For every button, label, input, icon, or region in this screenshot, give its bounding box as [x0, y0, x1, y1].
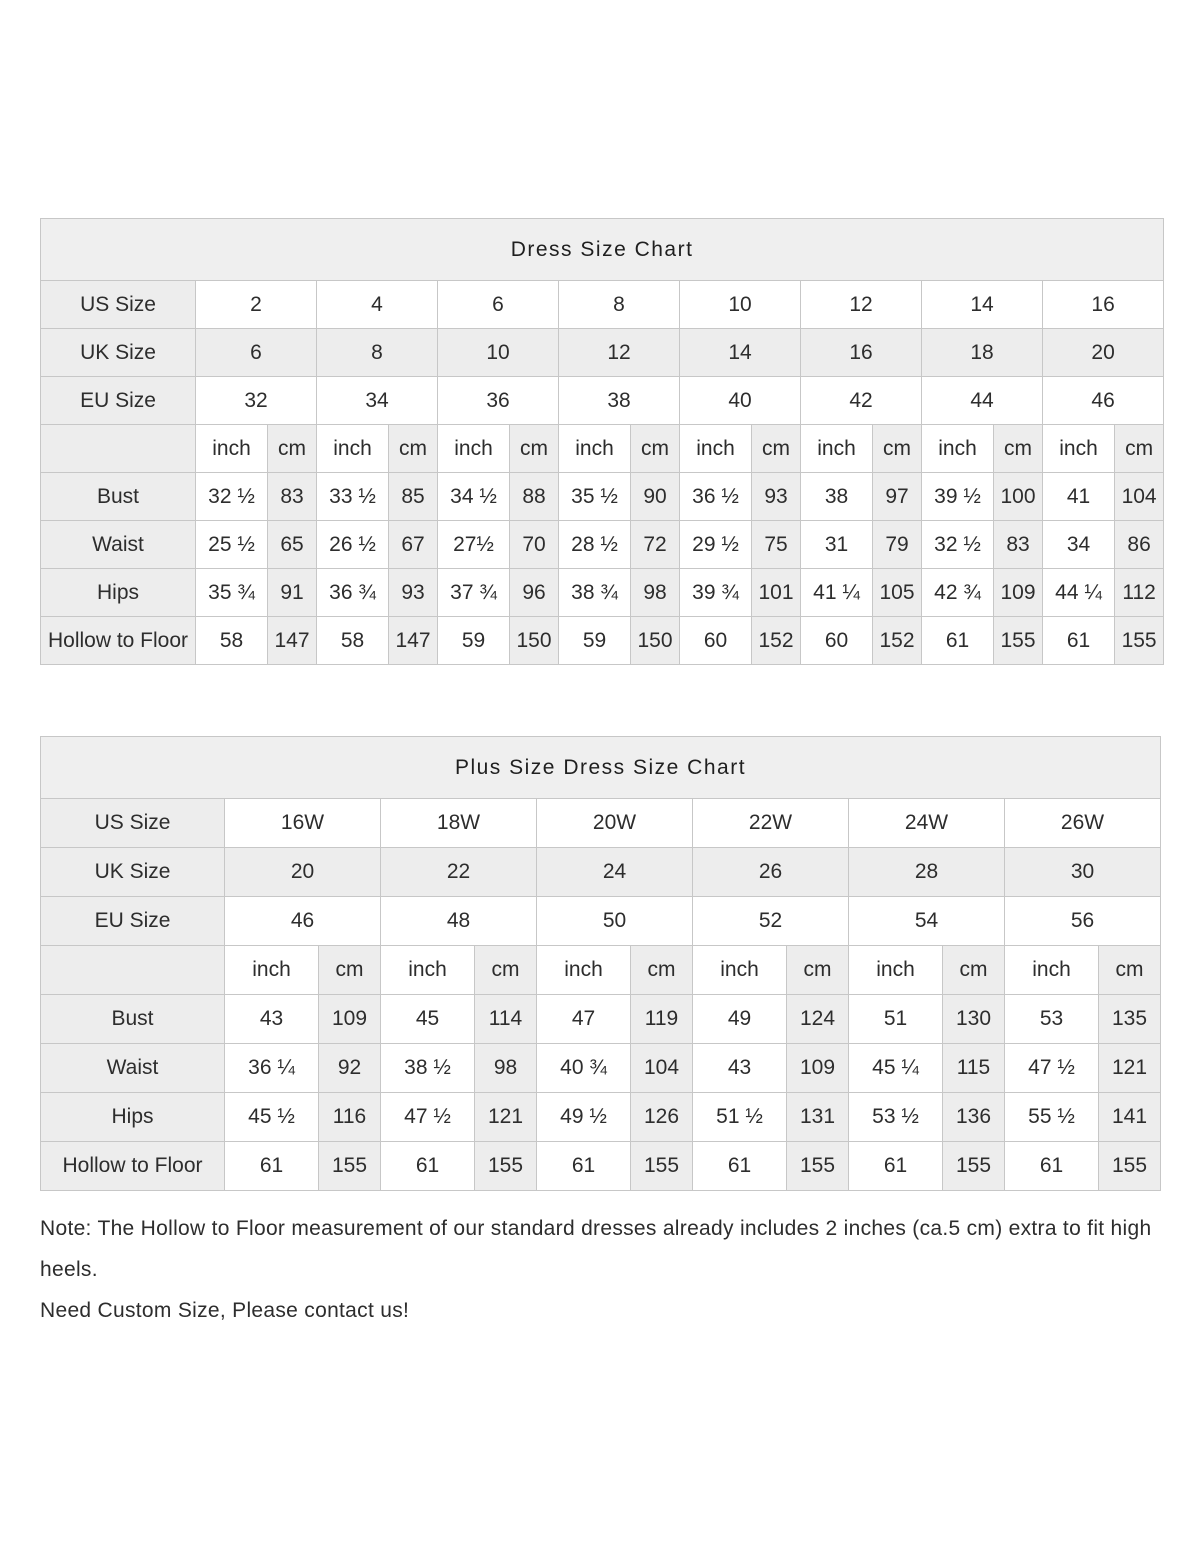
measure-cm-cell: 152 — [752, 617, 801, 665]
measure-cm-cell: 136 — [943, 1093, 1005, 1142]
measure-inch-cell: 25 ½ — [196, 521, 268, 569]
measure-inch-cell: 47 ½ — [381, 1093, 475, 1142]
size-value-cell: 26W — [1005, 799, 1161, 848]
inch-unit-label: inch — [381, 946, 475, 995]
size-value-cell: 26 — [693, 848, 849, 897]
inch-unit-label: inch — [1043, 425, 1115, 473]
size-row — [41, 848, 1161, 897]
size-value-cell: 54 — [849, 897, 1005, 946]
chart-title-row — [41, 219, 1164, 281]
cm-unit-label: cm — [1115, 425, 1164, 473]
measure-cm-cell: 152 — [873, 617, 922, 665]
inch-unit-label: inch — [693, 946, 787, 995]
size-value-cell: 18W — [381, 799, 537, 848]
size-value-cell: 8 — [559, 281, 680, 329]
inch-unit-label: inch — [922, 425, 994, 473]
standard-size-chart-table — [40, 218, 1164, 665]
measure-cm-cell: 98 — [631, 569, 680, 617]
measure-inch-cell: 26 ½ — [317, 521, 389, 569]
unit-row-blank-cell — [41, 946, 225, 995]
measure-inch-cell: 49 — [693, 995, 787, 1044]
inch-unit-label: inch — [559, 425, 631, 473]
measure-inch-cell: 58 — [317, 617, 389, 665]
measure-inch-cell: 31 — [801, 521, 873, 569]
measure-cm-cell: 67 — [389, 521, 438, 569]
measure-row — [41, 1093, 1161, 1142]
measure-inch-cell: 36 ¾ — [317, 569, 389, 617]
cm-unit-label: cm — [631, 946, 693, 995]
measure-inch-cell: 59 — [559, 617, 631, 665]
measure-inch-cell: 43 — [693, 1044, 787, 1093]
measure-cm-cell: 147 — [268, 617, 317, 665]
measure-cm-cell: 155 — [631, 1142, 693, 1191]
cm-unit-label: cm — [752, 425, 801, 473]
measure-row — [41, 995, 1161, 1044]
measure-inch-cell: 38 ¾ — [559, 569, 631, 617]
size-value-cell: 42 — [801, 377, 922, 425]
inch-unit-label: inch — [438, 425, 510, 473]
measure-inch-cell: 47 ½ — [1005, 1044, 1099, 1093]
chart-title: Plus Size Dress Size Chart — [41, 737, 1161, 799]
size-value-cell: 32 — [196, 377, 317, 425]
measure-cm-cell: 155 — [1099, 1142, 1161, 1191]
size-value-cell: 8 — [317, 329, 438, 377]
cm-unit-label: cm — [873, 425, 922, 473]
measure-cm-cell: 130 — [943, 995, 1005, 1044]
measure-inch-cell: 42 ¾ — [922, 569, 994, 617]
size-row — [41, 897, 1161, 946]
measure-cm-cell: 150 — [510, 617, 559, 665]
cm-unit-label: cm — [943, 946, 1005, 995]
measure-inch-cell: 44 ¼ — [1043, 569, 1115, 617]
size-value-cell: 56 — [1005, 897, 1161, 946]
measure-cm-cell: 155 — [787, 1142, 849, 1191]
measure-row — [41, 521, 1164, 569]
measure-inch-cell: 35 ¾ — [196, 569, 268, 617]
row-label: Bust — [41, 473, 196, 521]
row-label: EU Size — [41, 377, 196, 425]
measure-cm-cell: 96 — [510, 569, 559, 617]
measure-row — [41, 1044, 1161, 1093]
measure-cm-cell: 101 — [752, 569, 801, 617]
unit-row-blank-cell — [41, 425, 196, 473]
row-label: Bust — [41, 995, 225, 1044]
chart-title-row — [41, 737, 1161, 799]
measure-cm-cell: 147 — [389, 617, 438, 665]
measure-inch-cell: 61 — [922, 617, 994, 665]
size-value-cell: 6 — [438, 281, 559, 329]
size-row — [41, 329, 1164, 377]
measure-cm-cell: 135 — [1099, 995, 1161, 1044]
measure-inch-cell: 45 ¼ — [849, 1044, 943, 1093]
size-value-cell: 22 — [381, 848, 537, 897]
measure-inch-cell: 41 — [1043, 473, 1115, 521]
measure-cm-cell: 85 — [389, 473, 438, 521]
measure-cm-cell: 126 — [631, 1093, 693, 1142]
measure-row — [41, 617, 1164, 665]
measure-inch-cell: 49 ½ — [537, 1093, 631, 1142]
measure-inch-cell: 51 — [849, 995, 943, 1044]
measure-cm-cell: 109 — [787, 1044, 849, 1093]
size-value-cell: 36 — [438, 377, 559, 425]
size-value-cell: 38 — [559, 377, 680, 425]
measure-cm-cell: 155 — [943, 1142, 1005, 1191]
size-value-cell: 20 — [225, 848, 381, 897]
measure-cm-cell: 155 — [1115, 617, 1164, 665]
row-label: Hollow to Floor — [41, 1142, 225, 1191]
row-label: EU Size — [41, 897, 225, 946]
cm-unit-label: cm — [319, 946, 381, 995]
measure-row — [41, 473, 1164, 521]
measure-cm-cell: 109 — [994, 569, 1043, 617]
size-value-cell: 16 — [801, 329, 922, 377]
measure-inch-cell: 61 — [225, 1142, 319, 1191]
measure-inch-cell: 61 — [849, 1142, 943, 1191]
cm-unit-label: cm — [268, 425, 317, 473]
measure-inch-cell: 47 — [537, 995, 631, 1044]
measure-inch-cell: 29 ½ — [680, 521, 752, 569]
size-value-cell: 50 — [537, 897, 693, 946]
size-value-cell: 34 — [317, 377, 438, 425]
measure-cm-cell: 100 — [994, 473, 1043, 521]
plus-size-chart-table — [40, 736, 1161, 1191]
measure-cm-cell: 97 — [873, 473, 922, 521]
size-row — [41, 377, 1164, 425]
size-value-cell: 24W — [849, 799, 1005, 848]
row-label: UK Size — [41, 329, 196, 377]
measure-inch-cell: 45 — [381, 995, 475, 1044]
measure-inch-cell: 60 — [801, 617, 873, 665]
size-value-cell: 12 — [801, 281, 922, 329]
measure-cm-cell: 105 — [873, 569, 922, 617]
inch-unit-label: inch — [196, 425, 268, 473]
size-value-cell: 22W — [693, 799, 849, 848]
measure-cm-cell: 155 — [994, 617, 1043, 665]
size-value-cell: 2 — [196, 281, 317, 329]
row-label: Waist — [41, 521, 196, 569]
size-value-cell: 18 — [922, 329, 1043, 377]
measure-inch-cell: 32 ½ — [922, 521, 994, 569]
inch-unit-label: inch — [225, 946, 319, 995]
measure-cm-cell: 70 — [510, 521, 559, 569]
size-value-cell: 14 — [922, 281, 1043, 329]
measure-cm-cell: 75 — [752, 521, 801, 569]
size-value-cell: 4 — [317, 281, 438, 329]
measure-inch-cell: 28 ½ — [559, 521, 631, 569]
unit-row — [41, 946, 1161, 995]
cm-unit-label: cm — [631, 425, 680, 473]
inch-unit-label: inch — [537, 946, 631, 995]
measure-cm-cell: 116 — [319, 1093, 381, 1142]
measure-inch-cell: 40 ¾ — [537, 1044, 631, 1093]
measure-row — [41, 569, 1164, 617]
measure-cm-cell: 124 — [787, 995, 849, 1044]
cm-unit-label: cm — [787, 946, 849, 995]
measure-cm-cell: 79 — [873, 521, 922, 569]
row-label: Hollow to Floor — [41, 617, 196, 665]
size-row — [41, 281, 1164, 329]
measure-inch-cell: 43 — [225, 995, 319, 1044]
size-value-cell: 30 — [1005, 848, 1161, 897]
measure-cm-cell: 90 — [631, 473, 680, 521]
size-value-cell: 44 — [922, 377, 1043, 425]
measure-cm-cell: 114 — [475, 995, 537, 1044]
measure-inch-cell: 39 ¾ — [680, 569, 752, 617]
hollow-to-floor-note: Note: The Hollow to Floor measurement of our standard dresses already includes 2 inches (ca.5 cm) extra to fit high heels. — [40, 1217, 1152, 1281]
measure-inch-cell: 59 — [438, 617, 510, 665]
cm-unit-label: cm — [994, 425, 1043, 473]
measure-inch-cell: 36 ¼ — [225, 1044, 319, 1093]
measure-cm-cell: 155 — [319, 1142, 381, 1191]
inch-unit-label: inch — [1005, 946, 1099, 995]
measure-inch-cell: 34 — [1043, 521, 1115, 569]
custom-size-note: Need Custom Size, Please contact us! — [40, 1299, 410, 1322]
size-row — [41, 799, 1161, 848]
measure-cm-cell: 92 — [319, 1044, 381, 1093]
measure-inch-cell: 27½ — [438, 521, 510, 569]
measure-inch-cell: 55 ½ — [1005, 1093, 1099, 1142]
measure-cm-cell: 104 — [1115, 473, 1164, 521]
size-value-cell: 52 — [693, 897, 849, 946]
standard-size-chart-body — [41, 219, 1164, 665]
row-label: US Size — [41, 281, 196, 329]
measure-inch-cell: 39 ½ — [922, 473, 994, 521]
size-value-cell: 6 — [196, 329, 317, 377]
measure-inch-cell: 37 ¾ — [438, 569, 510, 617]
measure-inch-cell: 61 — [381, 1142, 475, 1191]
measure-cm-cell: 155 — [475, 1142, 537, 1191]
measure-cm-cell: 83 — [994, 521, 1043, 569]
measure-cm-cell: 86 — [1115, 521, 1164, 569]
chart-title: Dress Size Chart — [41, 219, 1164, 281]
measure-inch-cell: 41 ¼ — [801, 569, 873, 617]
measure-cm-cell: 72 — [631, 521, 680, 569]
row-label: US Size — [41, 799, 225, 848]
size-value-cell: 28 — [849, 848, 1005, 897]
size-value-cell: 10 — [438, 329, 559, 377]
measure-inch-cell: 61 — [1043, 617, 1115, 665]
inch-unit-label: inch — [849, 946, 943, 995]
row-label: Waist — [41, 1044, 225, 1093]
row-label: Hips — [41, 569, 196, 617]
measure-inch-cell: 53 — [1005, 995, 1099, 1044]
size-value-cell: 46 — [1043, 377, 1164, 425]
measure-cm-cell: 121 — [475, 1093, 537, 1142]
measure-cm-cell: 150 — [631, 617, 680, 665]
measure-cm-cell: 115 — [943, 1044, 1005, 1093]
inch-unit-label: inch — [680, 425, 752, 473]
size-value-cell: 10 — [680, 281, 801, 329]
size-value-cell: 12 — [559, 329, 680, 377]
size-value-cell: 40 — [680, 377, 801, 425]
measure-inch-cell: 61 — [693, 1142, 787, 1191]
measure-cm-cell: 65 — [268, 521, 317, 569]
measure-cm-cell: 104 — [631, 1044, 693, 1093]
measure-cm-cell: 98 — [475, 1044, 537, 1093]
inch-unit-label: inch — [317, 425, 389, 473]
notes-block — [40, 1208, 1160, 1331]
unit-row — [41, 425, 1164, 473]
size-value-cell: 20W — [537, 799, 693, 848]
measure-cm-cell: 131 — [787, 1093, 849, 1142]
size-value-cell: 16 — [1043, 281, 1164, 329]
measure-inch-cell: 38 ½ — [381, 1044, 475, 1093]
size-value-cell: 46 — [225, 897, 381, 946]
measure-inch-cell: 32 ½ — [196, 473, 268, 521]
measure-inch-cell: 35 ½ — [559, 473, 631, 521]
measure-cm-cell: 121 — [1099, 1044, 1161, 1093]
measure-inch-cell: 34 ½ — [438, 473, 510, 521]
measure-inch-cell: 60 — [680, 617, 752, 665]
measure-cm-cell: 88 — [510, 473, 559, 521]
size-value-cell: 24 — [537, 848, 693, 897]
cm-unit-label: cm — [510, 425, 559, 473]
size-value-cell: 14 — [680, 329, 801, 377]
plus-size-chart-body — [41, 737, 1161, 1191]
measure-cm-cell: 109 — [319, 995, 381, 1044]
measure-inch-cell: 45 ½ — [225, 1093, 319, 1142]
cm-unit-label: cm — [1099, 946, 1161, 995]
inch-unit-label: inch — [801, 425, 873, 473]
measure-inch-cell: 61 — [537, 1142, 631, 1191]
measure-cm-cell: 83 — [268, 473, 317, 521]
measure-inch-cell: 33 ½ — [317, 473, 389, 521]
size-value-cell: 48 — [381, 897, 537, 946]
size-value-cell: 16W — [225, 799, 381, 848]
cm-unit-label: cm — [475, 946, 537, 995]
measure-inch-cell: 53 ½ — [849, 1093, 943, 1142]
measure-cm-cell: 91 — [268, 569, 317, 617]
measure-cm-cell: 141 — [1099, 1093, 1161, 1142]
measure-cm-cell: 93 — [752, 473, 801, 521]
measure-cm-cell: 119 — [631, 995, 693, 1044]
cm-unit-label: cm — [389, 425, 438, 473]
measure-cm-cell: 112 — [1115, 569, 1164, 617]
size-value-cell: 20 — [1043, 329, 1164, 377]
measure-inch-cell: 51 ½ — [693, 1093, 787, 1142]
row-label: Hips — [41, 1093, 225, 1142]
row-label: UK Size — [41, 848, 225, 897]
measure-row — [41, 1142, 1161, 1191]
measure-inch-cell: 58 — [196, 617, 268, 665]
measure-inch-cell: 38 — [801, 473, 873, 521]
measure-cm-cell: 93 — [389, 569, 438, 617]
measure-inch-cell: 36 ½ — [680, 473, 752, 521]
measure-inch-cell: 61 — [1005, 1142, 1099, 1191]
